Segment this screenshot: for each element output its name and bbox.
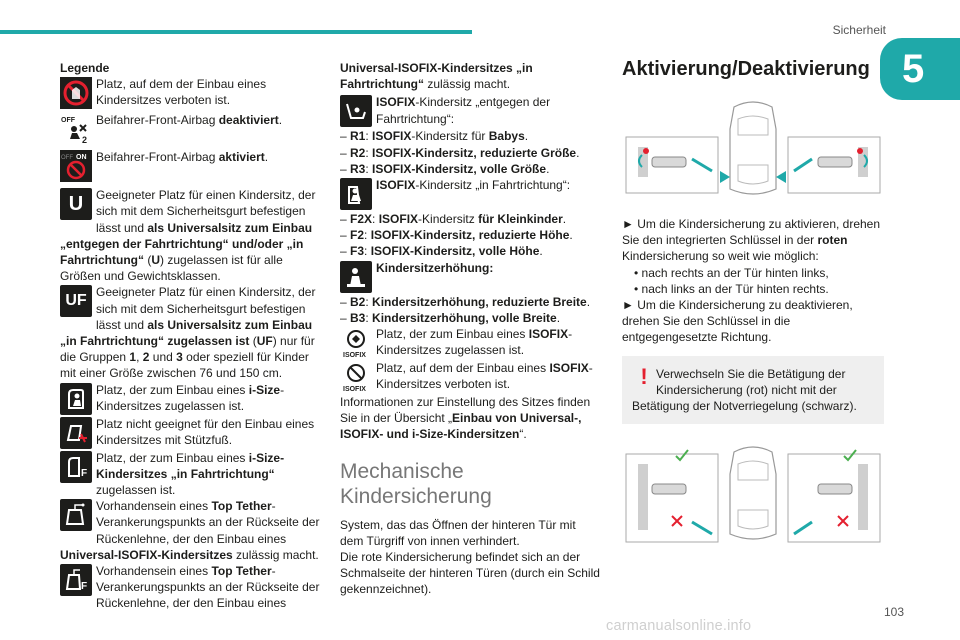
forward-item-f3: – F3: ISOFIX-Kindersitz, volle Höhe. (340, 244, 543, 259)
legend-item-universal-forward: UF Geeigneter Platz für einen Kindersitz, der sich mit dem Sicherheitsgurt befestigen lässt und als Universalsitz zum Einbau „in Fahrtrichtung“ zugelassen ist (UF) nur für die Gruppen 1, 2 und 3 oder speziell für Kinder mit einer Größe zwischen 76 und 150 cm. (60, 285, 316, 381)
isofix-forward-icon (340, 178, 372, 210)
isofix-intro: Universal-ISOFIX-Kindersitzes „in Fahrtrichtung“ zulässig macht. (340, 61, 533, 92)
mechanical-text-2: Die rote Kindersicherung befindet sich an der Schmalseite der hinteren Türen (durch ein Schild gekennzeichnet). (340, 550, 600, 597)
rearward-item-r3: – R3: ISOFIX-Kindersitz, volle Größe. (340, 161, 550, 176)
mechanical-text-1: System, das das Öffnen der hinteren Tür mit dem Türgriff von innen verhindert. (340, 517, 576, 548)
warning-icon: ! (640, 363, 648, 389)
activation-heading: Aktivierung/Deaktivierung (622, 58, 870, 80)
deactivate-instruction: ► Um die Kindersicherung zu deaktivieren, drehen Sie den Schlüssel in die entgegengesetzte Richtung. (622, 298, 853, 345)
isize-forward-icon (60, 451, 92, 483)
svg-text:OFF: OFF (61, 117, 75, 125)
airbag-on-icon (60, 150, 92, 182)
legend-item-top-tether: Vorhandensein eines Top Tether-Verankerungspunkts an der Rückseite der Rückenlehne, der den Einbau eines Universal-ISOFIX-Kindersitzes zulässig macht. (60, 499, 320, 562)
child-lock-activate-illustration (622, 99, 884, 204)
booster-seat: Kindersitzerhöhung: (340, 260, 602, 276)
section-title: Sicherheit (832, 23, 886, 37)
legend-item-universal: U Geeigneter Platz für einen Kindersitz, der sich mit dem Sicherheitsgurt befestigen lässt und als Universalsitz zum Einbau „entgegen der Fahrtrichtung“ und/oder „in Fahrtrichtung“ (U) zugelassen ist für alle Größen und Gewichtsklassen. (60, 188, 316, 284)
isofix-forward: ISOFIX-Kindersitz „in Fahrtrichtung“: (340, 177, 602, 193)
legend-title: Legende (60, 61, 110, 75)
svg-text:ON: ON (76, 154, 87, 162)
svg-text:OFF: OFF (61, 155, 73, 162)
bullet-left-door: • nach rechts an der Tür hinten links, (634, 265, 829, 280)
chapter-tab: 5 (880, 38, 960, 100)
isofix-rearward: ISOFIX-Kindersitz „entgegen der Fahrtrichtung“: (340, 94, 602, 126)
svg-text:F: F (81, 467, 88, 479)
legend-item-top-tether-forward: F Vorhandensein eines Top Tether-Verankerungspunkts an der Rückseite der Rückenlehne, der den Einbau eines (60, 563, 323, 612)
isofix-column (340, 60, 602, 598)
isofix-allowed: ISOFIX Platz, der zum Einbau eines ISOFIX-Kindersitzes zugelassen ist. (340, 326, 602, 358)
legend-item-no-support-leg: Platz nicht geeignet für den Einbau eines Kindersitzes mit Stützfuß. (60, 416, 323, 448)
booster-seat-icon (340, 261, 372, 293)
activation-column (622, 57, 884, 561)
isofix-forbidden-icon (340, 361, 372, 393)
top-tether-forward-icon (60, 564, 92, 596)
svg-text:F: F (81, 581, 88, 593)
legend-column (60, 60, 323, 612)
warning-text: Verwechseln Sie die Betätigung der Kindersicherung (rot) nicht mit der Betätigung der Notverriegelung (schwarz). (632, 366, 857, 414)
legend-item-forbidden: Platz, auf dem der Einbau eines Kindersitzes verboten ist. (60, 76, 323, 108)
header-accent-bar (0, 30, 472, 34)
forward-item-f2x: – F2X: ISOFIX-Kindersitz für Kleinkinder. (340, 212, 567, 227)
bullet-right-door: • nach links an der Tür hinten rechts. (634, 281, 829, 296)
svg-text:ISOFIX: ISOFIX (343, 386, 366, 394)
info-paragraph: Informationen zur Einstellung des Sitzes finden Sie in der Übersicht „Einbau von Universal-, ISOFIX- und i-Size-Kindersitzen“. (340, 395, 591, 442)
forbidden-seat-icon (60, 77, 92, 109)
rearward-item-r2: – R2: ISOFIX-Kindersitz, reduzierte Größe. (340, 145, 580, 160)
watermark: carmanualsonline.info (606, 618, 752, 634)
legend-item-airbag-on: OFF ON Beifahrer-Front-Airbag aktiviert. (60, 149, 323, 165)
legend-item-isize-forward: F Platz, der zum Einbau eines i-Size-Kindersitzes „in Fahrtrichtung“ zugelassen ist. (60, 450, 323, 499)
child-lock-deactivate-illustration (622, 444, 884, 549)
warning-box (622, 356, 884, 425)
svg-text:ISOFIX: ISOFIX (343, 352, 366, 360)
booster-item-b3: – B3: Kindersitzerhöhung, volle Breite. (340, 310, 561, 325)
u-icon: U (60, 188, 92, 220)
forward-item-f2: – F2: ISOFIX-Kindersitz, reduzierte Höhe. (340, 228, 573, 243)
svg-text:2: 2 (82, 135, 88, 146)
isofix-not-allowed: ISOFIX Platz, auf dem der Einbau eines ISOFIX-Kindersitzes verboten ist. (340, 360, 602, 392)
legend-item-airbag-off: OFF 2 Beifahrer-Front-Airbag deaktiviert. (61, 113, 283, 146)
booster-item-b2: – B2: Kindersitzerhöhung, reduzierte Breite. (340, 294, 591, 309)
airbag-off-icon (60, 113, 92, 145)
uf-icon: UF (60, 285, 92, 317)
page-number: 103 (883, 605, 904, 619)
no-support-leg-icon (60, 417, 92, 449)
activate-instruction: ► Um die Kindersicherung zu aktivieren, drehen Sie den integrierten Schlüssel in der roten Kindersicherung so weit wie möglich: (622, 217, 881, 264)
isize-icon (60, 383, 92, 415)
top-tether-icon (60, 499, 92, 531)
isofix-rearward-icon (340, 95, 372, 127)
isofix-ok-icon (340, 327, 372, 359)
legend-item-isize: Platz, der zum Einbau eines i-Size-Kindersitzes zugelassen ist. (60, 382, 323, 414)
mechanical-heading: Mechanische Kindersicherung (340, 459, 492, 508)
rearward-item-r1: – R1: ISOFIX-Kindersitz für Babys. (340, 129, 529, 144)
